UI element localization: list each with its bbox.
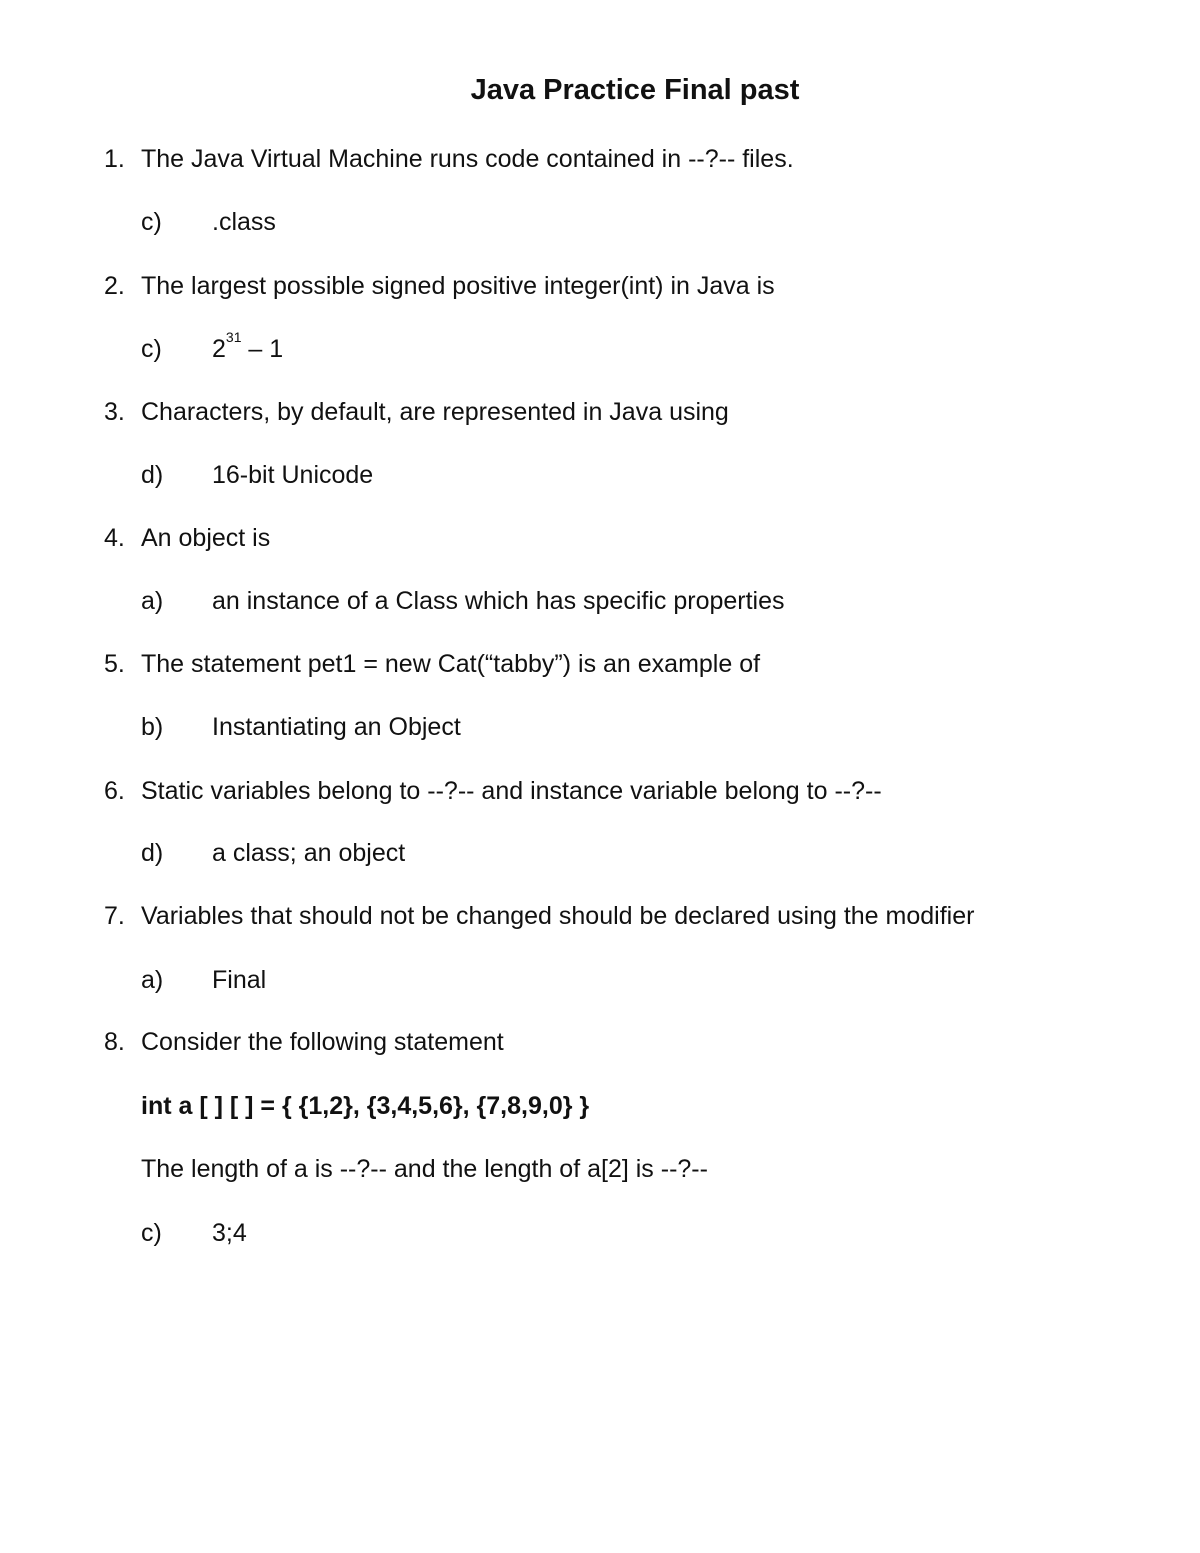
answer-tail: – 1 [241,335,284,363]
question-number: 6. [104,777,125,805]
answer-letter: c) [141,335,162,363]
answer-exponent: 31 [225,329,242,345]
answer-letter: c) [141,208,162,236]
question-number: 3. [104,398,125,426]
question-text: Variables that should not be changed should be declared using the modifier [141,902,975,930]
answer-letter: b) [141,713,164,741]
followup-text: The length of a is --?-- and the length of a[2] is --?-- [141,1155,708,1183]
answer-letter: c) [141,1219,162,1247]
answer-letter: a) [141,966,164,994]
question-number: 2. [104,272,125,300]
question-text: The statement pet1 = new Cat(“tabby”) is an example of [141,650,761,678]
answer-text: 16-bit Unicode [212,461,374,489]
answer-text: Instantiating an Object [212,713,461,741]
question-text: An object is [141,524,271,552]
question-number: 1. [104,145,125,173]
question-number: 8. [104,1028,125,1056]
page-title: Java Practice Final past [470,74,800,106]
question-number: 4. [104,524,125,552]
answer-base: 2 [212,335,226,363]
code-text: int a [ ] [ ] = { {1,2}, {3,4,5,6}, {7,8,9,0} } [141,1092,590,1120]
answer-text [212,329,284,365]
question-number: 5. [104,650,125,678]
question-text: Consider the following statement [141,1028,504,1056]
answer-letter: d) [141,461,164,489]
answer-text: .class [212,208,276,236]
question-text: Characters, by default, are represented in Java using [141,398,729,426]
answer-letter: d) [141,839,164,867]
answer-text: 3;4 [212,1219,247,1247]
question-number: 7. [104,902,125,930]
question-text: The largest possible signed positive integer(int) in Java is [141,272,775,300]
answer-text: Final [212,966,267,994]
answer-text: a class; an object [212,839,406,867]
answer-text: an instance of a Class which has specific properties [212,587,785,615]
question-text: Static variables belong to --?-- and instance variable belong to --?-- [141,777,882,805]
question-text: The Java Virtual Machine runs code contained in --?-- files. [141,145,794,173]
answer-letter: a) [141,587,164,615]
